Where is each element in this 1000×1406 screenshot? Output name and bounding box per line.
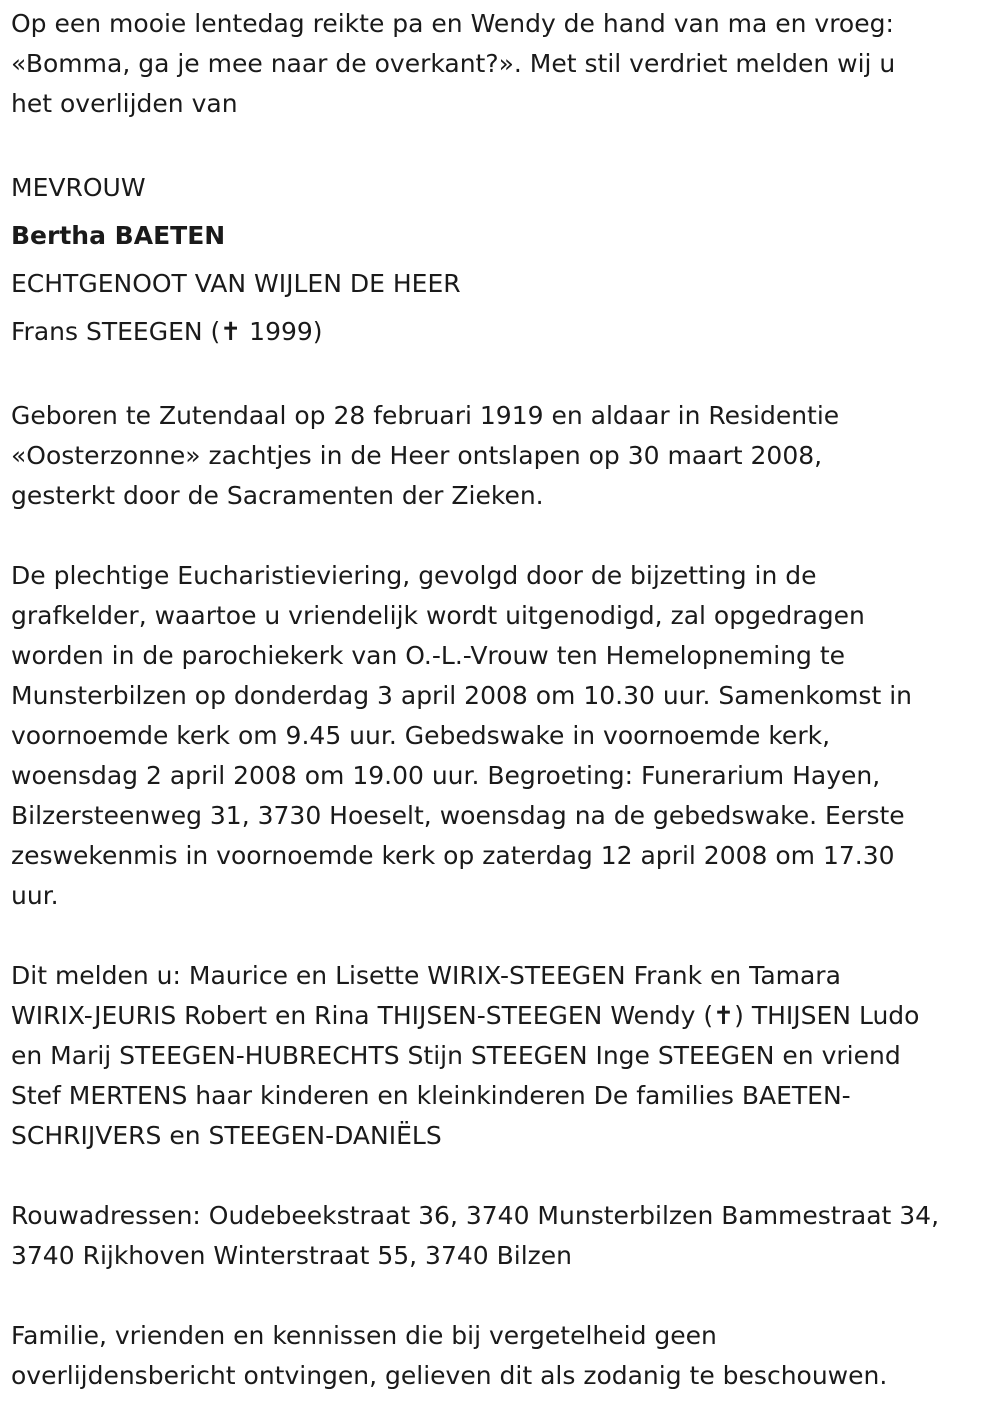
addresses-paragraph: Rouwadressen: Oudebeekstraat 36, 3740 Munsterbilzen Bammestraat 34, 3740 Rijkhoven Winterstraat 55, 3740 Bilzen: [11, 1201, 940, 1270]
obituary-notice: [11, 4, 995, 1396]
spacer: [11, 1276, 995, 1316]
spacer: [11, 1156, 995, 1196]
spouse-name: Frans STEEGEN (✝ 1999): [11, 317, 323, 346]
family-paragraph: Dit melden u: Maurice en Lisette WIRIX-STEEGEN Frank en Tamara WIRIX-JEURIS Robert en Rina THIJSEN-STEEGEN Wendy (✝) THIJSEN Ludo en Marij STEEGEN-HUBRECHTS Stijn STEEGEN Inge STEEGEN en vriend Stef MERTENS haar kinderen en kleinkinderen De families BAETEN- SCHRIJVERS en STEEGEN-DANIËLS: [11, 961, 920, 1150]
deceased-relation: ECHTGENOOT VAN WIJLEN DE HEER: [11, 269, 461, 298]
spacer: [11, 916, 995, 956]
spacer: [11, 516, 995, 556]
spacer: [11, 124, 995, 164]
ceremony-paragraph: De plechtige Eucharistieviering, gevolgd door de bijzetting in de grafkelder, waartoe u vriendelijk wordt uitgenodigd, zal opgedragen worden in de parochiekerk van O.-L.-Vrouw ten Hemelopneming te Munsterbilzen op donderdag 3 april 2008 om 10.30 uur. Samenkomst in voornoemde kerk om 9.45 uur. Gebedswake in voornoemde kerk, woensdag 2 april 2008 om 19.00 uur. Begroeting: Funerarium Hayen, Bilzersteenweg 31, 3730 Hoeselt, woensdag na de gebedswake. Eerste zeswekenmis in voornoemde kerk op zaterdag 12 april 2008 om 17.30 uur.: [11, 561, 912, 910]
deceased-header: [11, 164, 995, 356]
birth-death-paragraph: Geboren te Zutendaal op 28 februari 1919 en aldaar in Residentie «Oosterzonne» zachtjes in de Heer ontslapen op 30 maart 2008, gesterkt door de Sacramenten der Zieken.: [11, 401, 840, 510]
closing-paragraph: Familie, vrienden en kennissen die bij vergetelheid geen overlijdensbericht ontvingen, gelieven dit als zodanig te beschouwen.: [11, 1321, 888, 1390]
deceased-title: MEVROUW: [11, 173, 146, 202]
spacer: [11, 356, 995, 396]
deceased-name: Bertha BAETEN: [11, 221, 226, 250]
intro-paragraph: Op een mooie lentedag reikte pa en Wendy de hand van ma en vroeg: «Bomma, ga je mee naar de overkant?». Met stil verdriet melden wij u het overlijden van: [11, 9, 896, 118]
